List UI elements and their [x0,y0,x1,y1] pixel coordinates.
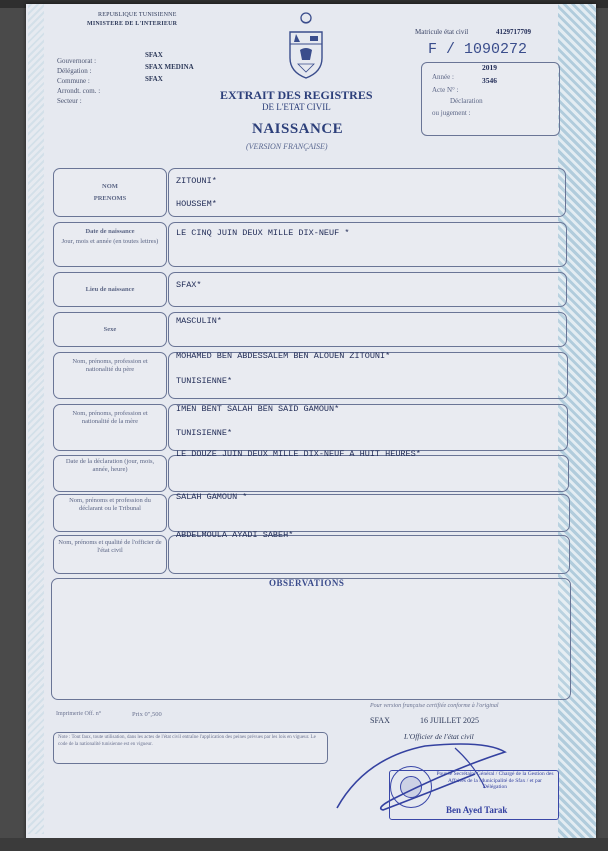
mere-nationalite-value: TUNISIENNE* [176,428,233,438]
pere-nationalite-value: TUNISIENNE* [176,376,233,386]
sexe-value-box [168,312,567,347]
commune-label: Commune : [57,77,90,85]
sexe-label: Sexe [103,326,117,333]
title-version: (VERSION FRANÇAISE) [246,142,328,151]
nom-value: ZITOUNI* [176,176,217,186]
title-naissance: NAISSANCE [252,121,344,137]
prenoms-value: HOUSSEM* [176,199,217,209]
acte-value: 3546 [482,76,497,85]
annee-label: Année : [432,73,454,81]
pere-name-value: MOHAMED BEN ABDESSALEM BEN ALOUEN ZITOUNI* [176,351,391,361]
gouvernorat-value: SFAX [145,51,163,59]
prix-label: Prix 0",500 [132,711,162,718]
date-naissance-value: LE CINQ JUIN DEUX MILLE DIX-NEUF * [176,228,350,238]
observations-box [51,578,571,700]
annee-value: 2019 [482,63,497,72]
observations-label: OBSERVATIONS [269,578,345,588]
place-value: SFAX [370,716,390,725]
nom-label-box [53,168,167,217]
stamp-text: Pour le Secrétaire Général / Chargé de la Gestion des Affaires de la Municipalité de Sfax / et par Délégation [436,771,554,790]
declaration-value-box [168,455,569,492]
left-guilloche-border [28,4,44,834]
date-naissance-label: Date de naissance [85,228,135,235]
certification-text: Pour version française certifiée conforme à l'original [370,703,499,709]
officier-label: Nom, prénoms et qualité de l'officier de l'état civil [58,539,162,554]
sexe-value: MASCULIN* [176,316,222,326]
delegation-label: Délégation : [57,67,92,75]
nom-value-box [168,168,566,217]
matricule-value: 4129717709 [496,28,531,36]
title-etat-civil: DE L'ETAT CIVIL [262,102,331,112]
prenoms-label: PRENOMS [93,195,127,202]
gouvernorat-label: Gouvernorat : [57,57,97,65]
nom-label: NOM [102,183,118,190]
date-naissance-sub: Jour, mois et année (en toutes lettres) [61,238,159,245]
declaration-label: Déclaration [450,97,483,105]
secteur-label: Secteur : [57,97,82,105]
background-bottom [0,838,608,851]
ministry-label: MINISTERE DE L'INTERIEUR [87,21,178,27]
republic-label: REPUBLIQUE TUNISIENNE [98,12,177,18]
commune-value: SFAX [145,75,163,83]
stamp-signatory-name: Ben Ayed Tarak [446,805,508,815]
declaration-date-label: Date de la déclaration (jour, mois, année, heure) [65,458,155,473]
officier-signature-label: L'Officier de l'état civil [404,732,474,741]
lieu-value-box [168,272,567,307]
declarant-label: Nom, prénoms et profession du déclarant ou le Tribunal [69,497,151,512]
stamp-seal-emblem-icon [400,776,422,798]
lieu-value: SFAX* [176,280,202,290]
pere-label: Nom, prénoms, profession et nationalité du père [72,358,148,373]
mere-name-value: IMEN BENT SALAH BEN SAID GAMOUN* [176,404,340,414]
legal-note: Note : Tout faux, toute utilisation, dans les actes de l'état civil entraîne l'application des peines prévues par les lois en vigueur. Le code de la nationalité tunisienne est en vigueur. [58,735,316,747]
declarant-value: SALAH GAMOUN * [176,492,248,502]
tunisia-emblem-icon [284,10,328,82]
declaration-date-value: LE DOUZE JUIN DEUX MILLE DIX-NEUF A HUIT HEURES* [176,449,421,459]
officier-value: ABDELMOULA AYADI SABEH* [176,530,294,540]
date-value: 16 JUILLET 2025 [420,716,479,725]
acte-label: Acte N° : [432,86,459,94]
arrondissement-label: Arrondt. com. : [57,87,101,95]
matricule-label: Matricule état civil [415,28,469,36]
title-extrait: EXTRAIT DES REGISTRES [220,88,373,102]
imprimerie-label: Imprimerie Off. n° [56,711,102,717]
mere-label: Nom, prénoms, profession et nationalité de la mère [72,410,148,425]
lieu-label: Lieu de naissance [85,286,135,293]
delegation-value: SFAX MEDINA [145,63,194,71]
jugement-label: ou jugement : [432,109,471,117]
serial-number: F / 1090272 [428,41,528,58]
officier-value-box [168,535,570,574]
